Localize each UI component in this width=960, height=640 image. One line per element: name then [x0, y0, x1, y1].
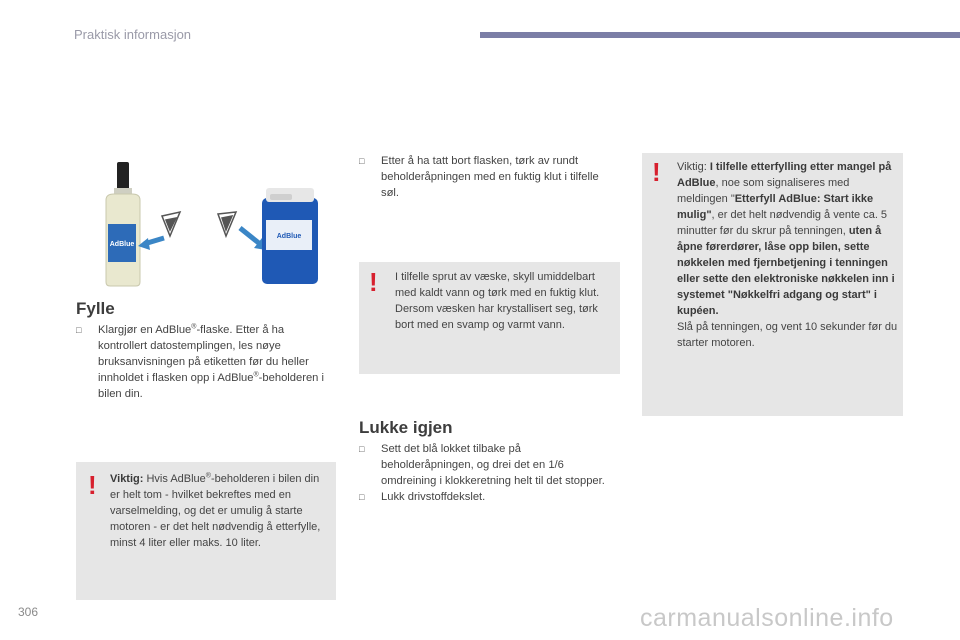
warning-note-splash	[359, 262, 620, 374]
adblue-canister-image	[262, 188, 318, 284]
bullet-square-icon: □	[359, 156, 365, 166]
exclamation-icon: !	[369, 267, 378, 297]
note-text: I tilfelle sprut av væske, skyll umiddelbart med kaldt vann og tørk med en fuktig klut. Dersom væsken har krystallisert seg, tørk bort med en svamp og varmt vann.	[395, 271, 600, 331]
note-text: Viktig: I tilfelle etterfylling etter mangel på AdBlue, noe som signaliseres med meldingen "Etterfyll AdBlue: Start ikke mulig", er det helt nødvendig å vente ca. 5 minutter før du skrur på tenningen, uten å åpne førerdører, låse opp bilen, sette nøkkelen med fjernbetjening i tenningen eller sette den elektroniske nøkkelen inn i systemet "Nøkkelfri adgang og start" i kupéen. Slå på tenningen, og vent 10 sekunder før du starter motoren.	[677, 161, 898, 349]
wipe-bullet	[359, 153, 609, 201]
fill-pictogram-icon-2	[218, 212, 236, 236]
page-number: 306	[18, 605, 39, 619]
exclamation-icon: !	[652, 157, 661, 187]
bullet-square-icon: □	[76, 325, 82, 335]
heading-fylle: Fylle	[76, 299, 115, 318]
list-item: □ Klargjør en AdBlue®-flaske. Etter å ha kontrollert datostemplingen, les nøye bruksanvisningen på etiketten før du heller innholdet i flasken opp i AdBlue®-beholderen i bilen din.	[76, 323, 324, 400]
fylle-bullets	[76, 322, 331, 402]
list-item: □ Lukk drivstoffdekslet.	[359, 491, 486, 503]
bullet-square-icon: □	[359, 492, 365, 502]
note-text: Viktig: Hvis AdBlue®-beholderen i bilen din er helt tom - hvilket bekreftes med en varselmelding, og det er umulig å starte motoren - er det helt nødvendig å etterfylle, minst 4 liter eller maks. 10 liter.	[110, 472, 321, 549]
bottle-label: AdBlue	[109, 241, 135, 248]
fill-pictogram-icon-1	[162, 212, 180, 236]
header-bar	[480, 32, 960, 38]
exclamation-icon: !	[88, 470, 97, 500]
bullet-square-icon: □	[359, 444, 365, 454]
watermark: carmanualsonline.info	[640, 604, 894, 632]
list-item: □ Sett det blå lokket tilbake på beholderåpningen, og drei det en 1/6 omdreining i klokkeretning helt til det stopper.	[359, 443, 605, 487]
arrow-right	[240, 228, 260, 244]
heading-lukke-igjen: Lukke igjen	[359, 418, 453, 437]
list-item: □ Etter å ha tatt bort flasken, tørk av rundt beholderåpningen med en fuktig klut i tilfelle søl.	[359, 155, 599, 199]
canister-label: AdBlue	[276, 233, 302, 240]
warning-note-empty-tank	[76, 462, 336, 600]
warning-note-refill	[642, 153, 903, 416]
lukke-bullets	[359, 441, 609, 505]
section-title: Praktisk informasjon	[74, 27, 192, 42]
adblue-bottle-image	[106, 162, 140, 286]
adblue-illustration	[100, 158, 320, 288]
